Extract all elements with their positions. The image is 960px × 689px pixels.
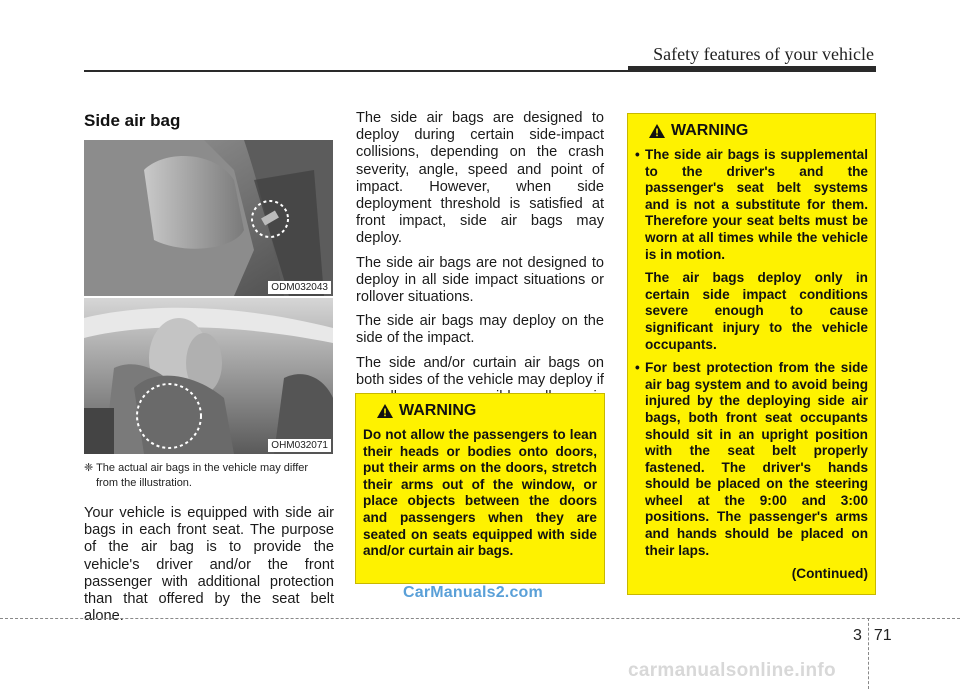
warning-list: [635, 147, 868, 559]
deployment-text: [356, 110, 604, 430]
deployment-paragraph-4: The side and/or curtain air bags on both sides of the vehicle may deploy if: [356, 354, 604, 388]
chapter-number: 3: [853, 627, 862, 644]
caption-line2: from the illustration.: [96, 477, 192, 489]
footer-rule: [0, 618, 960, 619]
warning-triangle-icon: [377, 404, 393, 418]
page-number: [853, 627, 892, 645]
warning-label: WARNING: [399, 402, 477, 419]
footer-site-watermark: carmanualsonline.info: [628, 660, 836, 681]
header-title: Safety features of your vehicle: [653, 44, 874, 64]
caption-marker: ❈: [84, 462, 94, 474]
seat-illustration: [84, 140, 333, 296]
photo-code-top: ODM032043: [268, 281, 331, 294]
header-rule-accent: [628, 66, 876, 71]
warning-header: [649, 122, 868, 140]
seat-airbag-photo: [84, 140, 333, 296]
watermark-link[interactable]: CarManuals2.com: [403, 584, 543, 601]
caption-line1: The actual air bags in the vehicle may differ: [96, 462, 309, 474]
warning-box-seatbelt: [627, 113, 876, 595]
deployment-paragraph-1: The side air bags are designed to deploy during certain side-impact collisions, depending on the crash severity, angle, speed and point of impact. However, when side deployment threshold is satisfied at front impact, side air bags may deploy.: [356, 110, 604, 247]
deployment-paragraph-3: The side air bags may deploy on the side of the impact.: [356, 313, 604, 347]
warning-bullet-2-text: • For best protection from the side air bag system and to avoid being injured by the deploying side air bags, both front seat occupants should sit in an upright position with the seat belt properly fastened. The driver's hands should be placed on the steering wheel at the 9:00 and 3:00 positions. The passenger's arms and hands should be placed on their laps.: [645, 360, 868, 558]
warning-bullet-1-subtext: The air bags deploy only in certain side impact conditions severe enough to cause significant injury to the vehicle occupants.: [645, 270, 868, 352]
intro-text: Your vehicle is equipped with side air bags in each front seat. The purpose of the air bag is to provide the vehicle's driver and/or the front passenger with additional protection than that offered by the seat belt alone.: [84, 505, 334, 625]
warning-text: Do not allow the passengers to lean their heads or bodies onto doors, put their arms on the doors, stretch their arms out of the window, or place objects between the doors and passengers when they are seated on seats equipped with side and/or curtain air bags.: [363, 427, 597, 559]
cabin-illustration: [84, 298, 333, 454]
warning-triangle-icon: [649, 124, 665, 138]
warning-bullet-1-text: • The side air bags is supplemental to the driver's and the passenger's seat belt systems and is not a substitute for them. Therefore your seat belts must be worn at all times while the vehicle is in motion.: [645, 147, 868, 262]
deployment-paragraph-2: The side air bags are not designed to deploy in all side impact situations or rollover situations.: [356, 254, 604, 306]
warning-header: [377, 402, 597, 420]
warning-bullet-1: [635, 147, 868, 353]
warning-label: WARNING: [671, 122, 749, 139]
section-title: Side air bag: [84, 111, 181, 130]
page-number-value: 71: [873, 627, 892, 644]
cabin-airbag-photo: [84, 298, 333, 454]
warning-bullet-2: [635, 360, 868, 559]
photo-code-bottom: OHM032071: [268, 439, 331, 452]
photo-caption: [84, 461, 334, 491]
continued-label: (Continued): [791, 566, 868, 582]
warning-box-passengers: [355, 393, 605, 584]
intro-paragraph: [84, 505, 334, 632]
